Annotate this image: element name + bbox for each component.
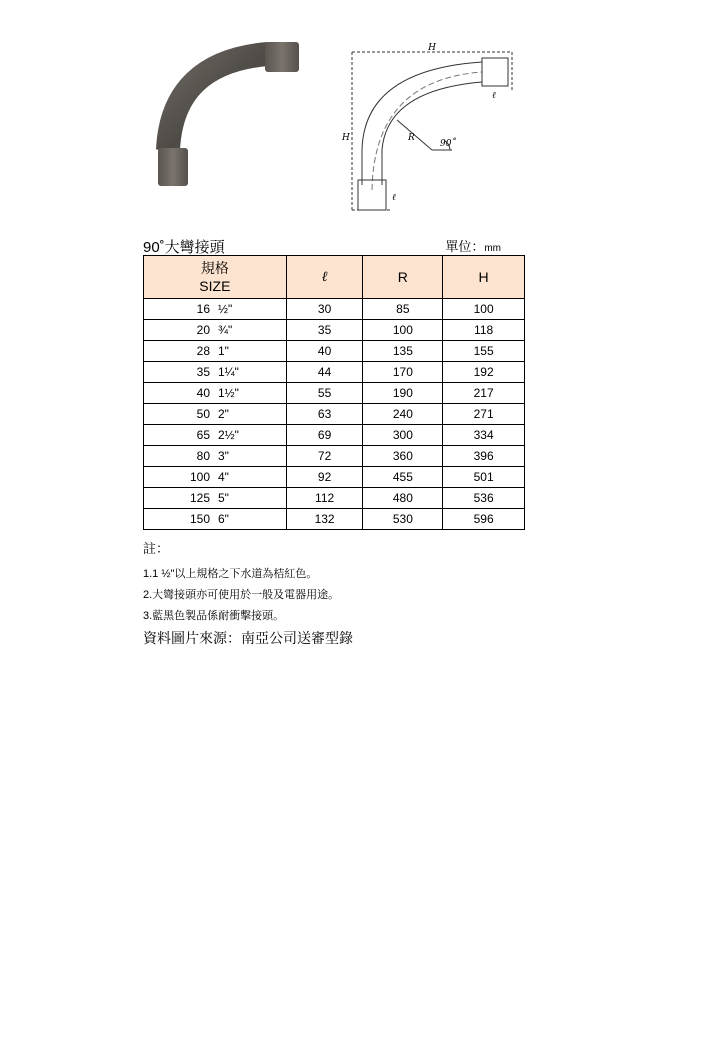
cell-size bbox=[144, 509, 287, 530]
size-mm: 125 bbox=[189, 491, 210, 505]
size-mm: 65 bbox=[196, 428, 210, 442]
size-inch: ¾" bbox=[218, 323, 233, 337]
note-item: 1.1 ½"以上規格之下水道為桔紅色。 bbox=[143, 568, 318, 580]
cell-h: 192 bbox=[443, 362, 525, 383]
cell-r: 480 bbox=[363, 488, 443, 509]
h-side-label: H bbox=[342, 133, 350, 143]
cell-r: 170 bbox=[363, 362, 443, 383]
header-h: H bbox=[443, 256, 525, 299]
unit-label: 單位：mm bbox=[445, 239, 501, 254]
size-inch: 4" bbox=[218, 470, 229, 484]
cell-r: 135 bbox=[363, 341, 443, 362]
cell-size bbox=[144, 299, 287, 320]
cell-h: 118 bbox=[443, 320, 525, 341]
cell-l: 69 bbox=[286, 425, 363, 446]
cell-h: 271 bbox=[443, 404, 525, 425]
size-inch: 2" bbox=[218, 407, 229, 421]
cell-size bbox=[144, 404, 287, 425]
size-mm: 150 bbox=[189, 512, 210, 526]
size-inch: 2½" bbox=[218, 428, 239, 442]
cell-r: 85 bbox=[363, 299, 443, 320]
table-row bbox=[144, 320, 525, 341]
cell-r: 360 bbox=[363, 446, 443, 467]
cell-size bbox=[144, 467, 287, 488]
size-mm: 40 bbox=[196, 386, 210, 400]
cell-size bbox=[144, 362, 287, 383]
cell-l: 35 bbox=[286, 320, 363, 341]
angle-label: 90˚ bbox=[440, 139, 456, 149]
size-inch: 1¼" bbox=[218, 365, 239, 379]
cell-l: 40 bbox=[286, 341, 363, 362]
cell-l: 44 bbox=[286, 362, 363, 383]
size-mm: 16 bbox=[196, 302, 210, 316]
cell-r: 455 bbox=[363, 467, 443, 488]
size-mm: 20 bbox=[196, 323, 210, 337]
r-label: R bbox=[408, 133, 415, 143]
table-row bbox=[144, 488, 525, 509]
cell-l: 112 bbox=[286, 488, 363, 509]
table-row bbox=[144, 446, 525, 467]
cell-h: 334 bbox=[443, 425, 525, 446]
cell-l: 55 bbox=[286, 383, 363, 404]
size-inch: 3" bbox=[218, 449, 229, 463]
header-size: 規格 SIZE bbox=[144, 256, 287, 299]
note-item: 3.藍黑色製品係耐衝擊接頭。 bbox=[143, 610, 285, 622]
unit-value: mm bbox=[484, 243, 501, 254]
l-top-label: ℓ bbox=[492, 91, 496, 101]
table-row bbox=[144, 425, 525, 446]
cell-h: 501 bbox=[443, 467, 525, 488]
table-row bbox=[144, 362, 525, 383]
source-credit: 資料圖片來源：南亞公司送審型錄 bbox=[143, 630, 353, 646]
header-l: ℓ bbox=[286, 256, 363, 299]
cell-r: 240 bbox=[363, 404, 443, 425]
table-row bbox=[144, 404, 525, 425]
cell-l: 92 bbox=[286, 467, 363, 488]
cell-h: 396 bbox=[443, 446, 525, 467]
cell-size bbox=[144, 320, 287, 341]
spec-table bbox=[143, 255, 525, 530]
table-row bbox=[144, 299, 525, 320]
cell-h: 217 bbox=[443, 383, 525, 404]
table-row bbox=[144, 509, 525, 530]
notes-heading: 註： bbox=[143, 541, 170, 556]
cell-l: 132 bbox=[286, 509, 363, 530]
header-r: R bbox=[363, 256, 443, 299]
cell-size bbox=[144, 383, 287, 404]
cell-h: 596 bbox=[443, 509, 525, 530]
cell-size bbox=[144, 425, 287, 446]
cell-h: 536 bbox=[443, 488, 525, 509]
cell-l: 30 bbox=[286, 299, 363, 320]
notes bbox=[143, 538, 563, 648]
cell-r: 190 bbox=[363, 383, 443, 404]
cell-l: 72 bbox=[286, 446, 363, 467]
cell-r: 100 bbox=[363, 320, 443, 341]
h-top-label: H bbox=[428, 43, 436, 53]
size-inch: 5" bbox=[218, 491, 229, 505]
cell-size bbox=[144, 488, 287, 509]
size-inch: 6" bbox=[218, 512, 229, 526]
cell-h: 100 bbox=[443, 299, 525, 320]
table-header-row bbox=[144, 256, 525, 299]
size-mm: 80 bbox=[196, 449, 210, 463]
cell-size bbox=[144, 446, 287, 467]
table-row bbox=[144, 467, 525, 488]
product-title: 90˚大彎接頭 bbox=[143, 239, 225, 256]
size-inch: 1½" bbox=[218, 386, 239, 400]
size-mm: 50 bbox=[196, 407, 210, 421]
table-row bbox=[144, 341, 525, 362]
cell-h: 155 bbox=[443, 341, 525, 362]
cell-size bbox=[144, 341, 287, 362]
size-mm: 100 bbox=[189, 470, 210, 484]
cell-r: 300 bbox=[363, 425, 443, 446]
l-bottom-label: ℓ bbox=[392, 193, 396, 203]
pipe-bend-photo bbox=[150, 40, 310, 200]
table-caption bbox=[143, 236, 525, 254]
size-mm: 35 bbox=[196, 365, 210, 379]
cell-r: 530 bbox=[363, 509, 443, 530]
size-inch: 1" bbox=[218, 344, 229, 358]
technical-drawing bbox=[332, 40, 532, 220]
size-inch: ½" bbox=[218, 302, 233, 316]
size-mm: 28 bbox=[196, 344, 210, 358]
note-item: 2.大彎接頭亦可使用於一般及電器用途。 bbox=[143, 589, 340, 601]
table-row bbox=[144, 383, 525, 404]
cell-l: 63 bbox=[286, 404, 363, 425]
